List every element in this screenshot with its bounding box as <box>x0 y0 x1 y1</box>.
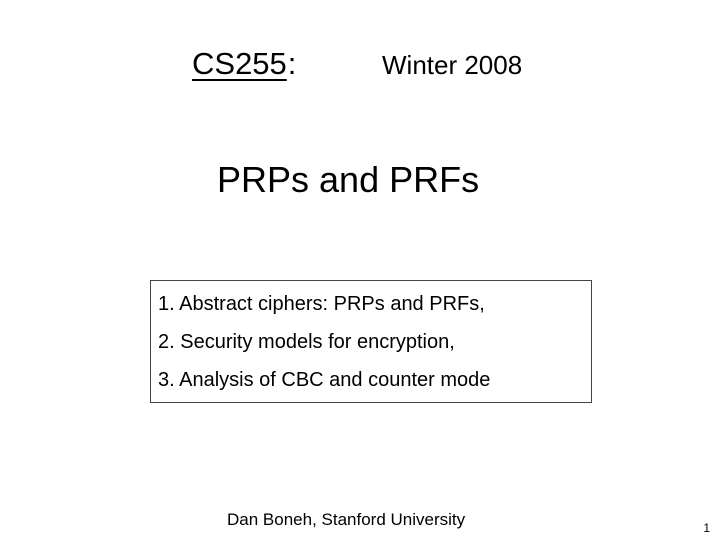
author-line: Dan Boneh, Stanford University <box>227 510 466 529</box>
outline-item: 2. Security models for encryption, <box>158 331 455 353</box>
course-term: Winter 2008 <box>382 50 523 80</box>
lecture-outline <box>150 280 592 403</box>
course-code: CS255 <box>192 46 287 81</box>
lecture-title: PRPs and PRFs <box>217 159 480 200</box>
course-title <box>192 42 296 86</box>
page-number: 1 <box>703 521 710 535</box>
title-colon: : <box>287 46 297 81</box>
outline-item: 3. Analysis of CBC and counter mode <box>158 369 491 391</box>
outline-item: 1. Abstract ciphers: PRPs and PRFs, <box>158 293 485 315</box>
